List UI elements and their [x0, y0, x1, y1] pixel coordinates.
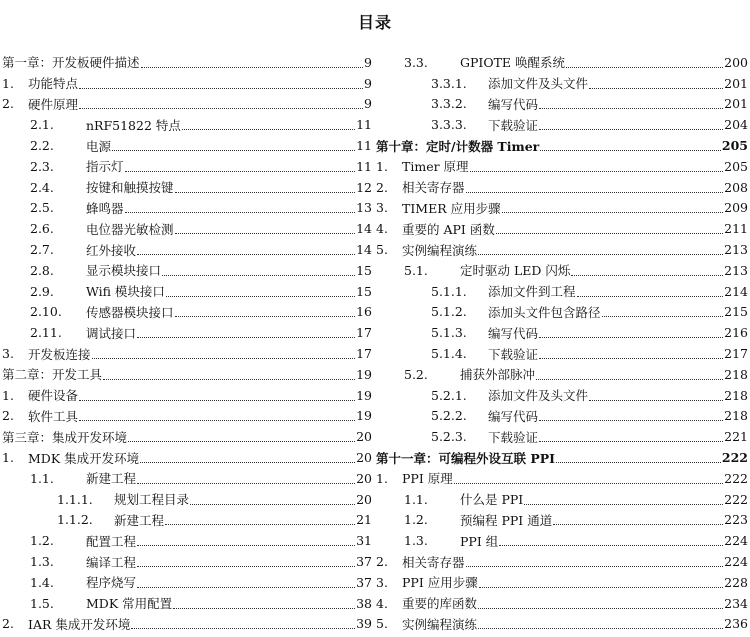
dot-leader — [166, 286, 355, 297]
toc-entry[interactable] — [2, 198, 372, 219]
toc-entry-title: 规划工程目录 — [114, 492, 190, 508]
toc-entry-title: IAR 集成开发环境 — [28, 616, 131, 632]
toc-entry-title: GPIOTE 唤醒系统 — [460, 55, 566, 71]
dot-leader — [125, 161, 356, 172]
toc-entry[interactable] — [2, 406, 372, 427]
toc-entry-title: 第一章：开发板硬件描述 — [2, 55, 140, 71]
toc-entry[interactable] — [376, 114, 748, 135]
toc-entry-number: 2.4. — [30, 179, 54, 195]
toc-entry-number: 1. — [2, 75, 14, 91]
toc-entry-title: 电位器光敏检测 — [86, 221, 174, 237]
toc-entry-number: 1.1. — [30, 470, 54, 486]
toc-entry-number: 1. — [2, 450, 14, 466]
toc-entry-number: 2. — [376, 179, 388, 195]
toc-entry-page: 19 — [356, 408, 372, 424]
dot-leader — [496, 223, 723, 234]
toc-entry-number: 5.2. — [404, 366, 428, 382]
toc-entry-title: 编写代码 — [488, 96, 539, 112]
toc-entry-number: 1.3. — [404, 533, 428, 549]
toc-entry-page: 236 — [724, 616, 748, 632]
toc-entry-page: 217 — [724, 346, 748, 362]
toc-entry-title: 预编程 PPI 通道 — [460, 512, 553, 528]
toc-entry-number: 1.4. — [30, 574, 54, 590]
toc-entry-number: 1.5. — [30, 595, 54, 611]
toc-entry-number: 5. — [376, 242, 388, 258]
toc-entry[interactable] — [376, 510, 748, 531]
toc-entry-title: 硬件设备 — [28, 388, 79, 404]
toc-entry-title: 添加文件到工程 — [488, 284, 576, 300]
toc-entry-title: 编译工程 — [86, 554, 137, 570]
toc-entry-title: 传感器模块接口 — [86, 304, 174, 320]
toc-entry-page: 223 — [724, 512, 748, 528]
toc-entry[interactable] — [376, 489, 748, 510]
toc-entry-number: 3. — [376, 200, 388, 216]
toc-entry-number: 5. — [376, 616, 388, 632]
dot-leader — [137, 577, 355, 588]
dot-leader — [589, 390, 723, 401]
toc-entry-title: 实例编程演练 — [402, 242, 478, 258]
toc-entry[interactable] — [2, 177, 372, 198]
toc-entry-title: 定时驱动 LED 闪烁 — [460, 263, 571, 279]
toc-entry-page: 11 — [356, 138, 372, 154]
page-title: 目录 — [357, 13, 392, 32]
toc-entry[interactable] — [376, 572, 748, 593]
toc-entry-page: 39 — [356, 616, 372, 632]
toc-entry[interactable] — [2, 510, 372, 531]
toc-entry-title: 下载验证 — [488, 117, 539, 133]
toc-entry[interactable] — [376, 260, 748, 281]
toc-entry-page: 20 — [356, 491, 372, 507]
toc-entry-page: 37 — [356, 574, 372, 590]
dot-leader — [553, 514, 723, 525]
dot-leader — [571, 265, 723, 276]
dot-leader — [478, 598, 723, 609]
toc-entry-page: 213 — [724, 242, 748, 258]
dot-leader — [190, 494, 355, 505]
dot-leader — [79, 98, 363, 109]
dot-leader — [502, 202, 724, 213]
toc-entry-number: 2. — [2, 408, 14, 424]
toc-entry-page: 14 — [356, 242, 372, 258]
toc-entry-page: 204 — [724, 117, 748, 133]
toc-entry-title: PPI 组 — [460, 533, 499, 549]
toc-entry-page: 218 — [724, 408, 748, 424]
dot-leader — [182, 119, 355, 130]
dot-leader — [162, 265, 355, 276]
toc-entry-number: 2.10. — [30, 304, 62, 320]
toc-left-column — [2, 52, 372, 634]
toc-entry[interactable] — [376, 343, 748, 364]
toc-entry-number: 4. — [376, 221, 388, 237]
toc-entry[interactable] — [376, 614, 748, 635]
toc-entry-number: 2. — [2, 616, 14, 632]
dot-leader — [539, 327, 723, 338]
dot-leader — [539, 119, 723, 130]
toc-entry[interactable] — [376, 593, 748, 614]
toc-entry-number: 3. — [2, 346, 14, 362]
toc-entry-title: 按键和触摸按键 — [86, 180, 174, 196]
dot-leader — [79, 410, 355, 421]
toc-entry-title: 新建工程 — [114, 512, 165, 528]
toc-entry[interactable] — [376, 364, 748, 385]
toc-entry-title: 第三章：集成开发环境 — [2, 429, 128, 445]
toc-entry[interactable] — [2, 614, 372, 635]
toc-entry-page: 31 — [356, 533, 372, 549]
toc-entry[interactable] — [376, 530, 748, 551]
toc-entry-page: 222 — [721, 450, 748, 466]
toc-entry-page: 234 — [724, 595, 748, 611]
toc-entry-title: Timer 原理 — [402, 159, 469, 175]
toc-entry-title: 下载验证 — [488, 346, 539, 362]
toc-entry[interactable] — [2, 426, 372, 447]
dot-leader — [478, 244, 723, 255]
toc-entry-page: 14 — [356, 221, 372, 237]
toc-entry-title: 捕获外部脉冲 — [460, 367, 536, 383]
toc-entry[interactable] — [376, 468, 748, 489]
toc-entry[interactable] — [376, 302, 748, 323]
toc-entry[interactable] — [2, 364, 372, 385]
toc-entry[interactable] — [2, 114, 372, 135]
toc-entry[interactable] — [376, 73, 748, 94]
toc-entry-number: 5.1. — [404, 262, 428, 278]
toc-entry-page: 221 — [724, 429, 748, 445]
toc-entry[interactable] — [2, 572, 372, 593]
dot-leader — [137, 473, 355, 484]
toc-entry-title: Wifi 模块接口 — [86, 284, 165, 300]
toc-entry-title: 相关寄存器 — [402, 554, 465, 570]
toc-entry-page: 215 — [724, 304, 748, 320]
toc-entry[interactable] — [2, 302, 372, 323]
toc-entry-title: 软件工具 — [28, 408, 79, 424]
toc-entry-number: 5.1.3. — [431, 325, 467, 341]
dot-leader — [454, 473, 723, 484]
dot-leader — [566, 57, 723, 68]
toc-entry[interactable] — [2, 322, 372, 343]
toc-entry[interactable] — [2, 73, 372, 94]
toc-entry[interactable] — [376, 135, 748, 156]
toc-entry-title: 显示模块接口 — [86, 263, 162, 279]
toc-entry-title: 编写代码 — [488, 325, 539, 341]
toc-entry-number: 1.1.2. — [57, 512, 93, 528]
dot-leader — [540, 140, 721, 151]
toc-entry-number: 3.3.1. — [431, 75, 467, 91]
toc-entry-page: 200 — [724, 54, 748, 70]
toc-entry-title: 什么是 PPI — [460, 492, 524, 508]
toc-entry-title: 电源 — [86, 138, 112, 154]
toc-entry[interactable] — [376, 551, 748, 572]
toc-entry-number: 1.3. — [30, 554, 54, 570]
toc-entry-page: 19 — [356, 387, 372, 403]
toc-entry-page: 201 — [724, 96, 748, 112]
toc-entry-page: 20 — [356, 470, 372, 486]
dot-leader — [92, 348, 356, 359]
dot-leader — [466, 182, 724, 193]
toc-entry-page: 209 — [724, 200, 748, 216]
toc-entry[interactable] — [376, 52, 748, 73]
dot-leader — [470, 161, 724, 172]
toc-entry-title: 第二章：开发工具 — [2, 367, 103, 383]
dot-leader — [103, 369, 355, 380]
toc-entry-page: 13 — [356, 200, 372, 216]
toc-entry[interactable] — [376, 239, 748, 260]
dot-leader — [466, 556, 724, 567]
dot-leader — [589, 78, 723, 89]
toc-entry[interactable] — [376, 177, 748, 198]
dot-leader — [137, 327, 355, 338]
toc-entry-number: 5.2.1. — [431, 387, 467, 403]
dot-leader — [128, 431, 355, 442]
toc-entry-title: TIMER 应用步骤 — [402, 200, 501, 216]
dot-leader — [175, 182, 356, 193]
toc-entry[interactable] — [376, 281, 748, 302]
dot-leader — [536, 369, 723, 380]
dot-leader — [175, 306, 356, 317]
toc-entry[interactable] — [2, 281, 372, 302]
toc-entry[interactable] — [2, 135, 372, 156]
toc-entry-page: 11 — [356, 158, 372, 174]
dot-leader — [478, 618, 723, 629]
toc-entry-title: 下载验证 — [488, 429, 539, 445]
toc-entry-page: 222 — [724, 470, 748, 486]
toc-entry[interactable] — [2, 156, 372, 177]
dot-leader — [479, 577, 723, 588]
toc-entry-title: MDK 集成开发环境 — [28, 450, 140, 466]
toc-entry-number: 5.2.2. — [431, 408, 467, 424]
toc-entry-page: 11 — [356, 117, 372, 133]
toc-entry[interactable] — [376, 447, 748, 468]
toc-entry-number: 3.3.2. — [431, 96, 467, 112]
toc-entry[interactable] — [376, 218, 748, 239]
toc-entry-number: 2.8. — [30, 262, 54, 278]
toc-entry[interactable] — [2, 593, 372, 614]
toc-entry-page: 17 — [356, 325, 372, 341]
dot-leader — [173, 598, 355, 609]
toc-entry[interactable] — [2, 239, 372, 260]
dot-leader — [79, 78, 363, 89]
dot-leader — [137, 244, 355, 255]
dot-leader — [140, 452, 355, 463]
dot-leader — [141, 57, 364, 68]
toc-entry-title: 编写代码 — [488, 408, 539, 424]
toc-entry[interactable] — [2, 551, 372, 572]
toc-entry-title: 添加文件及头文件 — [488, 76, 589, 92]
toc-entry-page: 20 — [356, 450, 372, 466]
toc-entry-number: 2.6. — [30, 221, 54, 237]
toc-entry-page: 17 — [356, 346, 372, 362]
toc-entry-title: 调试接口 — [86, 325, 137, 341]
toc-entry-number: 1. — [376, 470, 388, 486]
toc-entry-page: 228 — [724, 574, 748, 590]
toc-entry-title: 添加头文件包含路径 — [488, 304, 601, 320]
toc-entry[interactable] — [376, 322, 748, 343]
toc-entry[interactable] — [2, 530, 372, 551]
toc-entry-page: 15 — [356, 283, 372, 299]
dot-leader — [137, 535, 355, 546]
toc-entry[interactable] — [2, 489, 372, 510]
toc-entry-number: 5.2.3. — [431, 429, 467, 445]
toc-entry-page: 211 — [724, 221, 748, 237]
toc-entry[interactable] — [376, 156, 748, 177]
toc-entry-page: 9 — [364, 75, 372, 91]
dot-leader — [524, 494, 723, 505]
toc-entry-title: 实例编程演练 — [402, 616, 478, 632]
toc-entry-page: 216 — [724, 325, 748, 341]
dot-leader — [539, 410, 723, 421]
toc-entry-page: 9 — [364, 54, 372, 70]
toc-entry-title: 第十一章：可编程外设互联 PPI — [376, 450, 555, 466]
toc-entry-title: MDK 常用配置 — [86, 596, 173, 612]
toc-entry-number: 2. — [2, 96, 14, 112]
toc-entry-number: 2.5. — [30, 200, 54, 216]
toc-entry[interactable] — [2, 260, 372, 281]
toc-entry[interactable] — [2, 447, 372, 468]
dot-leader — [539, 98, 723, 109]
dot-leader — [539, 431, 723, 442]
toc-entry-page: 218 — [724, 366, 748, 382]
toc-entry-page: 12 — [356, 179, 372, 195]
toc-entry-number: 2.2. — [30, 138, 54, 154]
toc-entry-page: 205 — [721, 138, 748, 154]
toc-entry-page: 218 — [724, 387, 748, 403]
dot-leader — [165, 514, 355, 525]
toc-entry-title: 重要的库函数 — [402, 596, 478, 612]
toc-entry-title: nRF51822 特点 — [86, 117, 181, 133]
toc-entry[interactable] — [376, 94, 748, 115]
toc-entry-number: 1.1.1. — [57, 491, 93, 507]
toc-entry-page: 19 — [356, 366, 372, 382]
dot-leader — [112, 140, 355, 151]
toc-entry-page: 224 — [724, 533, 748, 549]
toc-entry-page: 16 — [356, 304, 372, 320]
toc-entry-number: 2.9. — [30, 283, 54, 299]
toc-entry-number: 5.1.4. — [431, 346, 467, 362]
toc-entry-number: 1.1. — [404, 491, 428, 507]
toc-entry-page: 20 — [356, 429, 372, 445]
toc-entry-title: 相关寄存器 — [402, 180, 465, 196]
toc-entry-number: 1.2. — [404, 512, 428, 528]
toc-entry-page: 214 — [724, 283, 748, 299]
toc-entry-title: 配置工程 — [86, 533, 137, 549]
toc-entry-page: 222 — [724, 491, 748, 507]
dot-leader — [175, 223, 356, 234]
toc-entry-page: 213 — [724, 262, 748, 278]
toc-entry-number: 3. — [376, 574, 388, 590]
toc-entry-number: 2.7. — [30, 242, 54, 258]
toc-entry[interactable] — [2, 343, 372, 364]
toc-entry[interactable] — [2, 52, 372, 73]
dot-leader — [556, 452, 721, 463]
toc-entry-title: 功能特点 — [28, 76, 79, 92]
toc-entry[interactable] — [376, 385, 748, 406]
toc-entry-page: 224 — [724, 554, 748, 570]
toc-entry-page: 21 — [356, 512, 372, 528]
toc-entry-number: 1. — [2, 387, 14, 403]
toc-entry-page: 38 — [356, 595, 372, 611]
dot-leader — [499, 535, 723, 546]
toc-entry-page: 37 — [356, 554, 372, 570]
toc-entry-number: 1.2. — [30, 533, 54, 549]
toc-entry-title: PPI 应用步骤 — [402, 575, 478, 591]
toc-entry-title: 硬件原理 — [28, 96, 79, 112]
toc-entry-page: 15 — [356, 262, 372, 278]
dot-leader — [137, 556, 355, 567]
toc-right-column — [376, 52, 748, 634]
toc-entry-number: 2. — [376, 554, 388, 570]
dot-leader — [125, 202, 356, 213]
toc-entry-number: 4. — [376, 595, 388, 611]
toc-entry-page: 205 — [724, 158, 748, 174]
toc-entry[interactable] — [2, 94, 372, 115]
toc-entry-page: 208 — [724, 179, 748, 195]
toc-entry[interactable] — [2, 218, 372, 239]
toc-entry-title: 程序烧写 — [86, 575, 137, 591]
toc-entry-title: 红外接收 — [86, 242, 137, 258]
toc-entry-number: 5.1.1. — [431, 283, 467, 299]
dot-leader — [602, 306, 724, 317]
toc-entry[interactable] — [2, 385, 372, 406]
dot-leader — [539, 348, 723, 359]
toc-entry-number: 1. — [376, 158, 388, 174]
toc-entry-page: 9 — [364, 96, 372, 112]
toc-entry-number: 5.1.2. — [431, 304, 467, 320]
toc-entry-number: 2.11. — [30, 325, 62, 341]
toc-entry-title: 指示灯 — [86, 159, 124, 175]
toc-entry-title: 重要的 API 函数 — [402, 221, 495, 237]
toc-entry-title: 开发板连接 — [28, 346, 91, 362]
dot-leader — [79, 390, 355, 401]
toc-entry[interactable] — [2, 468, 372, 489]
dot-leader — [131, 618, 355, 629]
toc-entry[interactable] — [376, 198, 748, 219]
toc-entry-title: 蜂鸣器 — [86, 200, 124, 216]
dot-leader — [577, 286, 724, 297]
toc-entry-title: 新建工程 — [86, 471, 137, 487]
toc-entry-number: 2.1. — [30, 117, 54, 133]
toc-entry-number: 3.3.3. — [431, 117, 467, 133]
toc-entry-title: 第十章：定时/计数器 Timer — [376, 138, 540, 154]
toc-entry[interactable] — [376, 426, 748, 447]
toc-entry-title: 添加文件及头文件 — [488, 388, 589, 404]
toc-entry-page: 201 — [724, 75, 748, 91]
toc-entry-number: 3.3. — [404, 54, 428, 70]
toc-entry-title: PPI 原理 — [402, 471, 453, 487]
toc-entry-number: 2.3. — [30, 158, 54, 174]
toc-entry[interactable] — [376, 406, 748, 427]
